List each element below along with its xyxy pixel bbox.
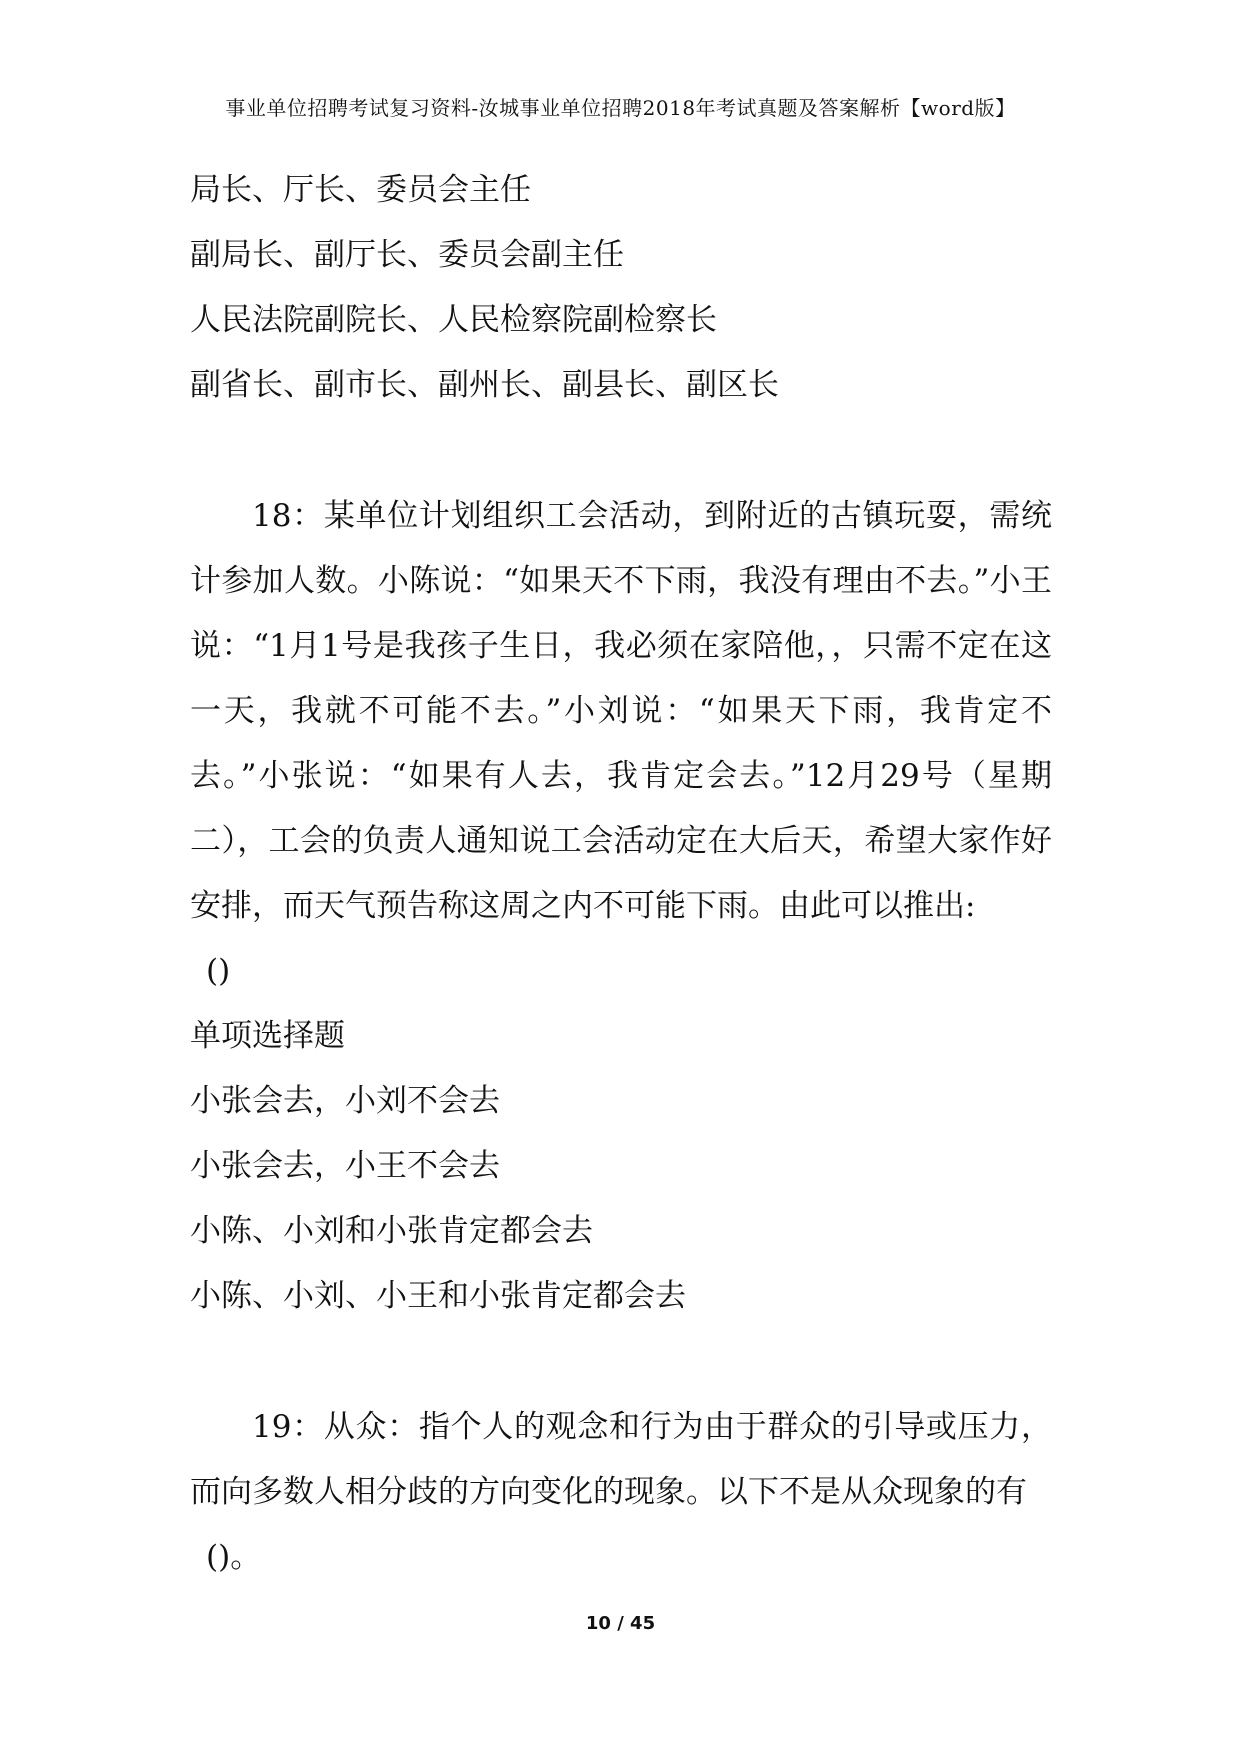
page-header: 事业单位招聘考试复习资料-汝城事业单位招聘2018年考试真题及答案解析【word版】 [225,96,1016,120]
question-18-option-d: 小陈、小刘、小王和小张肯定都会去 [190,1278,686,1314]
prev-option-1: 局长、厅长、委员会主任 [190,172,531,208]
document-body [190,158,1052,1590]
prev-option-2: 副局长、副厅长、委员会副主任 [190,237,624,273]
question-19-blank: ()。 [206,1539,262,1575]
question-18-blank: () [206,953,231,989]
question-18-option-c: 小陈、小刘和小张肯定都会去 [190,1213,593,1249]
prev-option-3: 人民法院副院长、人民检察院副检察长 [190,302,717,338]
spacer [190,1329,1052,1395]
question-18-option-a: 小张会去，小刘不会去 [190,1083,500,1119]
prev-option-4: 副省长、副市长、副州长、副县长、副区长 [190,367,779,403]
question-18-option-b: 小张会去，小王不会去 [190,1148,500,1184]
question-19-body: 19：从众：指个人的观念和行为由于群众的引导或压力，而向多数人相分歧的方向变化的现象。以下不是从众现象的有 [190,1409,1052,1510]
question-18-type: 单项选择题 [190,1018,345,1054]
page-number: 10 / 45 [585,1613,656,1634]
question-18-body: 18：某单位计划组织工会活动，到附近的古镇玩耍，需统计参加人数。小陈说：“如果天不下雨，我没有理由不去。”小王说：“1月1号是我孩子生日，我必须在家陪他，，只需不定在这一天，我就不可能不去。”小刘说：“如果天下雨，我肯定不去。”小张说：“如果有人去，我肯定会去。”12月29号（星期二），工会的负责人通知说工会活动定在大后天，希望大家作好安排，而天气预告称这周之内不可能下雨。由此可以推出: [190,498,1052,924]
spacer [190,418,1052,484]
